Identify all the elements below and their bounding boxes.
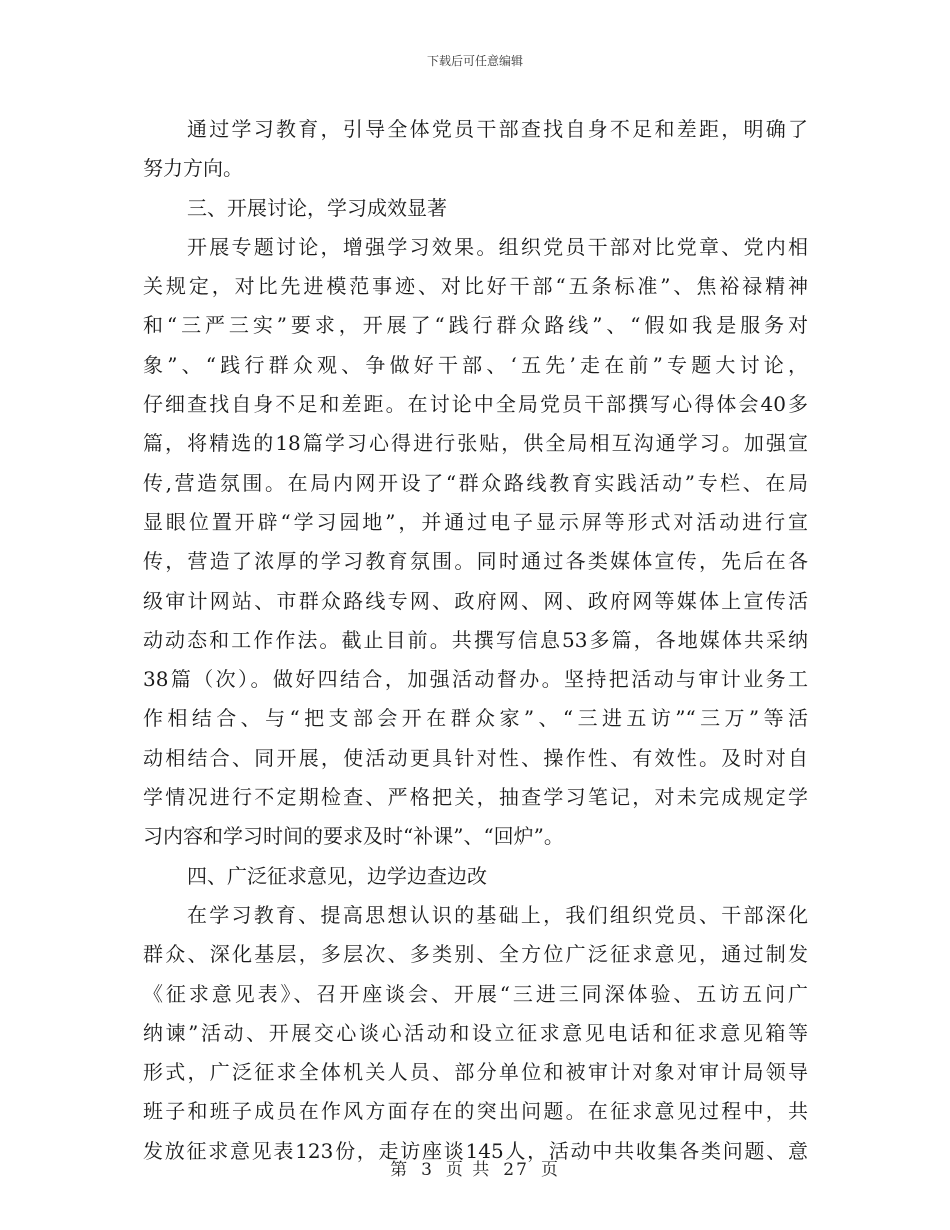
text-line: 形式，广泛征求全体机关人员、部分单位和被审计对象对审计局领导	[143, 1060, 808, 1085]
text-line: 传,营造氛围。在局内网开设了“群众路线教育实践活动”专栏、在局	[143, 470, 808, 495]
text-line: 作相结合、与“把支部会开在群众家”、“三进五访”“三万”等活	[143, 706, 808, 731]
text-line: 三、开展讨论，学习成效显著	[187, 195, 447, 220]
text-line: 习内容和学习时间的要求及时“补课”、“回炉”。	[143, 824, 564, 849]
footer-prefix: 第	[390, 1160, 410, 1180]
text-line: 关规定，对比先进模范事迹、对比好干部“五条标准”、焦裕禄精神	[143, 274, 808, 299]
text-line: 和“三严三实”要求，开展了“践行群众路线”、“假如我是服务对	[143, 313, 808, 338]
page-footer	[0, 1155, 950, 1180]
text-line: 38篇（次）。做好四结合，加强活动督办。坚持把活动与审计业务工	[143, 667, 808, 692]
footer-suffix: 页	[540, 1160, 560, 1180]
text-line: 《征求意见表》、召开座谈会、开展“三进三同深体验、五访五问广	[143, 981, 808, 1006]
text-line: 班子和班子成员在作风方面存在的突出问题。在征求意见过程中，共	[143, 1099, 808, 1124]
text-line: 级审计网站、市群众路线专网、政府网、网、政府网等媒体上宣传活	[143, 588, 808, 613]
text-line: 开展专题讨论，增强学习效果。组织党员干部对比党章、党内相	[187, 234, 808, 259]
text-line: 传，营造了浓厚的学习教育氛围。同时通过各类媒体宣传，先后在各	[143, 549, 808, 574]
text-line: 动相结合、同开展，使活动更具针对性、操作性、有效性。及时对自	[143, 745, 808, 770]
text-line: 象”、“践行群众观、争做好干部、‘五先’走在前”专题大讨论，	[143, 352, 808, 377]
footer-total-pages: 27	[503, 1160, 529, 1180]
text-line: 篇，将精选的18篇学习心得进行张贴，供全局相互沟通学习。加强宣	[143, 431, 808, 456]
document-body	[143, 110, 808, 1171]
footer-page-number: 3	[421, 1160, 434, 1180]
text-line: 发放征求意见表123份，走访座谈145人，活动中共收集各类问题、意	[143, 1138, 808, 1163]
text-line: 群众、深化基层，多层次、多类别、全方位广泛征求意见，通过制发	[143, 942, 808, 967]
footer-middle: 页 共	[445, 1160, 492, 1180]
page-header: 下载后可任意编辑	[426, 54, 523, 68]
text-line: 动动态和工作作法。截止目前。共撰写信息53多篇，各地媒体共采纳	[143, 627, 808, 652]
text-line: 仔细查找自身不足和差距。在讨论中全局党员干部撰写心得体会40多	[143, 392, 808, 417]
text-line: 纳谏”活动、开展交心谈心活动和设立征求意见电话和征求意见箱等	[143, 1020, 808, 1045]
text-line: 努力方向。	[143, 156, 243, 181]
text-line: 显眼位置开辟“学习园地”，并通过电子显示屏等形式对活动进行宣	[143, 509, 808, 534]
text-line: 学情况进行不定期检查、严格把关，抽查学习笔记，对未完成规定学	[143, 785, 808, 810]
text-line: 四、广泛征求意见，边学边查边改	[187, 863, 487, 888]
text-line: 在学习教育、提高思想认识的基础上，我们组织党员、干部深化	[187, 902, 808, 927]
text-line: 通过学习教育，引导全体党员干部查找自身不足和差距，明确了	[187, 117, 808, 141]
